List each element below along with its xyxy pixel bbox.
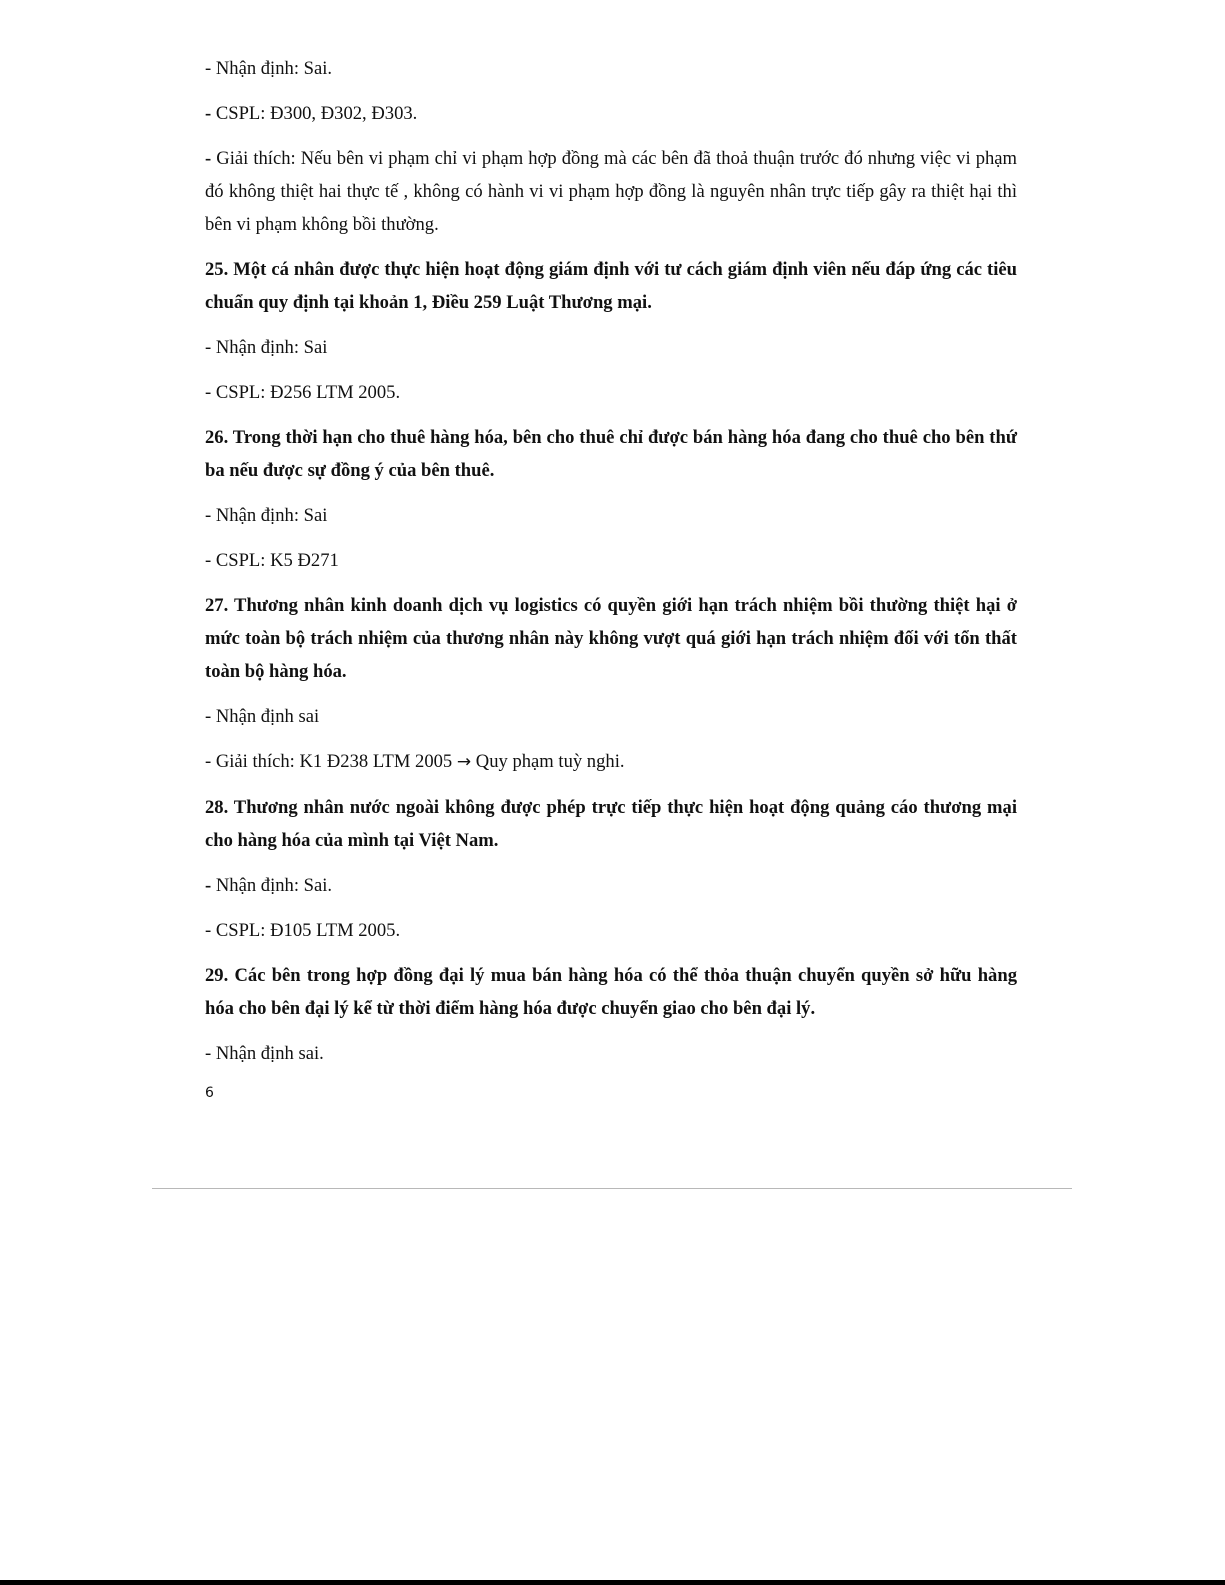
answer-line bbox=[205, 376, 1017, 409]
answer-text: - Nhận định: Sai bbox=[205, 337, 328, 358]
question-28: 28. Thương nhân nước ngoài không được phép trực tiếp thực hiện hoạt động quảng cáo thương mại cho hàng hóa của mình tại Việt Nam. bbox=[205, 797, 1017, 851]
answer-text: Quy phạm tuỳ nghi. bbox=[471, 751, 625, 772]
explanation-text: Giải thích: Nếu bên vi phạm chỉ vi phạm hợp đồng mà các bên đã thoả thuận trước đó nhưng việc vi phạm đó không thiệt hai thực tế , không có hành vi vi phạm hợp đồng là nguyên nhân trực tiếp gây ra thiệt hại thì bên vi phạm không bồi thường. bbox=[205, 148, 1017, 235]
bold-dash: - bbox=[205, 875, 212, 896]
question-25: 25. Một cá nhân được thực hiện hoạt động giám định với tư cách giám định viên nếu đáp ứng các tiêu chuẩn quy định tại khoản 1, Điều 259 Luật Thương mại. bbox=[205, 259, 1017, 313]
question-27: 27. Thương nhân kinh doanh dịch vụ logistics có quyền giới hạn trách nhiệm bồi thường thiệt hại ở mức toàn bộ trách nhiệm của thương nhân này không vượt quá giới hạn trách nhiệm đối với tổn thất toàn bộ hàng hóa. bbox=[205, 595, 1017, 682]
answer-line bbox=[205, 97, 1017, 130]
bottom-edge-bar bbox=[0, 1580, 1225, 1585]
answer-line bbox=[205, 331, 1017, 364]
explanation-paragraph bbox=[205, 142, 1017, 241]
answer-text: - Nhận định sai bbox=[205, 706, 320, 727]
answer-line bbox=[205, 544, 1017, 577]
answer-line bbox=[205, 499, 1017, 532]
question-26: 26. Trong thời hạn cho thuê hàng hóa, bên cho thuê chỉ được bán hàng hóa đang cho thuê cho bên thứ ba nếu được sự đồng ý của bên thuê. bbox=[205, 427, 1017, 481]
answer-text: - Nhận định sai. bbox=[205, 1043, 324, 1064]
answer-line bbox=[205, 1037, 1017, 1070]
question-29: 29. Các bên trong hợp đồng đại lý mua bán hàng hóa có thể thỏa thuận chuyển quyền sở hữu hàng hóa cho bên đại lý kể từ thời điểm hàng hóa được chuyển giao cho bên đại lý. bbox=[205, 965, 1017, 1019]
page-divider bbox=[152, 1188, 1072, 1189]
right-arrow-icon: → bbox=[456, 752, 472, 772]
bold-dash: - bbox=[205, 103, 212, 124]
answer-line bbox=[205, 700, 1017, 733]
answer-text: CSPL: Đ300, Đ302, Đ303. bbox=[211, 103, 418, 124]
answer-text: - CSPL: K5 Đ271 bbox=[205, 550, 339, 571]
answer-line bbox=[205, 745, 1017, 779]
answer-line bbox=[205, 52, 1017, 85]
answer-line bbox=[205, 914, 1017, 947]
page-content bbox=[205, 52, 1017, 1082]
answer-text: Nhận định: Sai. bbox=[211, 875, 333, 896]
answer-text: - Giải thích: K1 Đ238 LTM 2005 bbox=[205, 751, 457, 772]
answer-line bbox=[205, 869, 1017, 902]
answer-text: - Nhận định: Sai. bbox=[205, 58, 333, 79]
page-number: 6 bbox=[205, 1085, 214, 1101]
bold-dash: - bbox=[205, 148, 212, 169]
answer-text: - CSPL: Đ256 LTM 2005. bbox=[205, 382, 401, 403]
answer-text: - Nhận định: Sai bbox=[205, 505, 328, 526]
answer-text: - CSPL: Đ105 LTM 2005. bbox=[205, 920, 401, 941]
